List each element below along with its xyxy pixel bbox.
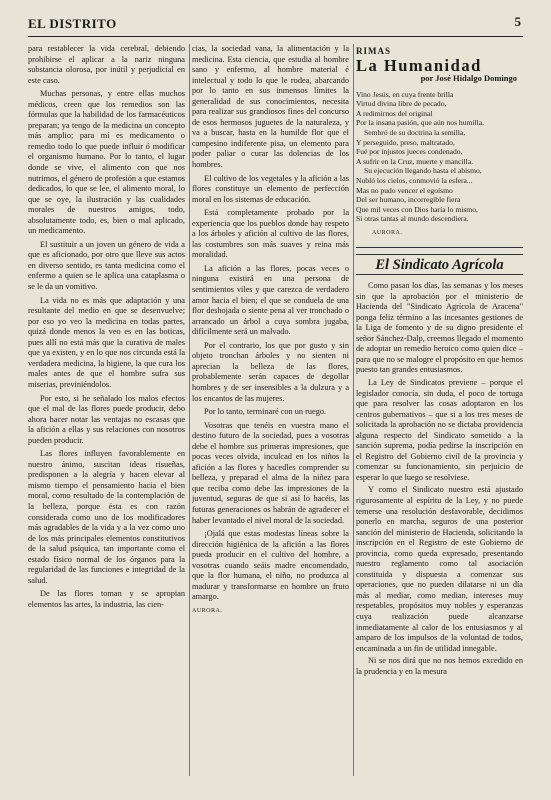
paragraph: Muchas personas, y entre ellas muchos médicos, creen que los remedios son las fórmulas que la habilidad de los farmacéuticos preparan; ya tengo de la medicina un concepto más amplio; para mí es medicamento o remedio todo lo que puede influir ó modificar el organismo humano. Por lo tanto, el lugar donde se vive, el alimento con que nos nutrimos, el género de profesión a que estamos dedicados, lo que se lee, el alimento moral, lo que se oye, la ilustración y las cualidades morales de nuestros amigos, todo, absolutamente todo, es, bien o mal aplicado, un medicamento. (28, 89, 185, 236)
paragraph: Ni se nos dirá que no nos hemos excedido en la prudencia y en la mesura (356, 656, 523, 676)
poem-line: Su ejecución llegando hasta el abismo, (364, 166, 482, 176)
page-number: 5 (514, 14, 521, 29)
poem-line: Vino Jesús, en cuya frente brilla (356, 89, 454, 99)
poem-line: Por la insana pasión, que aún nos humilla. (356, 118, 485, 128)
poem-line: A redimirnos del original (356, 108, 433, 118)
poem-line: Sembró de su doctrina la semilla, (364, 128, 466, 138)
section-divider (356, 247, 523, 248)
poem-line: Nubló los cielos, conmovió la esfera... (356, 175, 473, 185)
poem-line: Del ser humano, incorregible fiera (356, 195, 461, 205)
column-divider (189, 44, 190, 776)
paragraph: El cultivo de los vegetales y la afición a las flores constituye un elemento de perfección moral en los sistemas de educación. (192, 173, 349, 204)
column-3 (356, 44, 523, 780)
paragraph: Y como el Sindicato nuestro está ajustado rigurosamente al espíritu de la Ley, y no puede temerse una resolución desfavorable, decidimos ponerlo en marcha, seguros de una posterior sanción del ministerio de Hacienda, solicitando la inscripción en el Registro de este Gobierno de provincia, como queda expresado, presentando nuestro reglamento como tal asociación constituida y dispuesta a comenzar sus operaciones, que no pueden dilatarse ni un día más al mediar, como median, intereses muy respetables, propósitos muy nobles y esperanzas cuya realización puede alcanzarse inmediatamente al calor de los entusiasmos y al amparo de los impulsos de la voluntad de todos, encaminada a un fin de utilidad innegable. (356, 485, 523, 653)
paragraph: Vosotras que tenéis en vuestra mano el destino futuro de la sociedad, pues a vosotras debe el hombre sus primeras impresiones, que pocas veces olvida, inculcad en los niños la afición a las flores y hacedles comprender su belleza, y preparad el alma de la niñez para que reciba como debe las impresiones de la juventud, seguras de que si así lo hacéis, las futuras generaciones os habrán de agradecer el haber levantado el nivel moral de la sociedad. (192, 420, 349, 525)
paragraph: La vida no es más que adaptación y una resultante del medio en que se desenvuelve; por eso yo veo la medicina en todas partes, quizá donde menos la veo es en las boticas, pues allí no está más que la curativa de males que ya existen, y en lo que nos circunda está la verdadera medicina, la higiene, la que cura los males antes de que el hombre sufra sus miserias, previniéndolos. (28, 295, 185, 389)
poem-line: Fué por injustos jueces condenado, (356, 147, 463, 157)
page-header (28, 14, 523, 37)
paragraph: Está completamente probado por la experiencia que los pueblos donde hay respeto a los árboles y afición al cultivo de las flores, las costumbres son más suaves y reina más moralidad. (192, 208, 349, 260)
paragraph: ¡Ojalá que estas modestas líneas sobre la dirección higiénica de la afición a las flores pueda producir en el cultivo del hombre, a vosotras cuando seáis madre encomendado, que la flor humana, el niño, no produzca al madurar y transformarse en hombre un fruto amargo. (192, 529, 349, 602)
column-2 (192, 44, 349, 780)
poem-line: Que mil veces con Dios haría lo mismo, (356, 204, 478, 214)
poem-line: Virtud divina libre de pecado, (356, 99, 447, 109)
paragraph: La afición a las flores, pocas veces o ninguna existirá en una persona de sentimientos viles y que carezca de verdadero amor hacia el bien; el que se conduela de una flor deshojada o siente pena al ver tronchado o arrancado un árbol a cuya sombra jugaba, difícilmente será un malvado. (192, 263, 349, 337)
paragraph: Por esto, si he señalado los malos efectos que el mal de las flores puede producir, debo ahora hacer notar las ventajas no escasas que la afición a ellas y sus relaciones con nosotros pueden producir. (28, 393, 185, 445)
column-1 (28, 44, 185, 780)
paragraph: De las flores toman y se apropian elementos las artes, la industria, las cien- (28, 589, 185, 609)
paragraph: La Ley de Sindicatos previene – porque el legislador conocía, sin duda, el poco de tortuga que para resolver las cosas adoptaron en los centros gubernativos – que si a los tres meses de solicitada la aprobación no se dictaba providencia alguna respecto del Sindicato sometido a la sanción suprema, podía pedirse la inscripción en el Registro del Gobierno civil de la provincia y comenzar su funcionamiento, sin perjuicio de esperar lo que luego se resolviese. (356, 377, 523, 482)
poem-title: La Humanidad (356, 55, 482, 75)
paragraph: Las flores influyen favorablemente en nuestro ánimo, suscitan ideas risueñas, predisponen a la alegría y hacen elevar al mismo tiempo el pensamiento hacia el bien moral, como resultado de la contemplación de la belleza, porque ésta es con razón considerada como uno de los modificadores más agradables de la vida y a la vez como uno de los más principales elementos constitutivos de la salud psíquica, tan importante como el estado físico normal de los órganos para la regularidad de las funciones e integridad de la salud. (28, 449, 185, 585)
article-signature: AURORA. (192, 607, 223, 614)
paragraph: Por el contrario, los que por gusto y sin objeto tronchan árboles y no sienten ni aprecian la belleza de las flores, probablemente serán capaces de degollar hombres y de ser insensibles a la dulzura y a los encantos de las mujeres. (192, 340, 349, 403)
poem-line: Y perseguido, preso, maltratado, (356, 137, 455, 147)
paragraph: Como pasan los días, las semanas y los meses sin que la aprobación por el ministerio de Hacienda del "Sindicato Agrícola de Aracena" ponga feliz término a las incesantes gestiones de la Liga de fomento y de su digno presidente el señor Sánchez-Dalp, creemos llegado el momento de adoptar un remedio heroico como quien dice – para que no se malogre el propósito en que hemos puesto tan grandes entusiasmos. (356, 281, 523, 375)
poem-line: Mas no pudo vencer el egoísmo (356, 185, 453, 195)
poem-line: Si otras tantas al mundo descendiera. (356, 214, 469, 224)
paragraph: Por lo tanto, terminaré con un ruego. (204, 407, 327, 417)
article-title: El Sindicato Agrícola (356, 254, 523, 276)
paragraph: El sustituir a un joven un género de vida a que es aficionado, por otro que lleve sus actos en diverso sentido, es tanta medicina como el enfermo a quien se le aplica una cataplasma o se le da un vomitivo. (28, 239, 185, 292)
paragraph: para restablecer la vida cerebral, debiendo prohibirse el aplicar a la nariz ninguna substancia olorosa, por inútil y perjudicial en este caso. (28, 44, 185, 85)
paragraph: cias, la sociedad vana, la alimentación y la medicina. Esta ciencia, que estudia al hombre sano y enfermo, al hombre material é intelectual y todo lo que le rodea, abarcando por lo tanto en sus inmensos límites la generalidad de sus conocimientos, necesita para realizar sus grandiosos fines del concurso de esos hermosos juguetes de la naturaleza, y va a buscar, hasta en la humilde flor que el campesino indiferente pisa, un elemento para poder paliar o curar las dolencias de los hombres. (192, 44, 349, 170)
column-divider (353, 44, 354, 776)
masthead: EL DISTRITO (28, 16, 117, 31)
poem (356, 90, 523, 224)
poem-signature: AURORA. (372, 229, 403, 236)
section-label: RIMAS (356, 46, 392, 56)
poem-author: por José Hidalgo Domingo (420, 73, 517, 84)
poem-line: A sufrir en la Cruz, muerte y mancilla. (356, 156, 474, 166)
